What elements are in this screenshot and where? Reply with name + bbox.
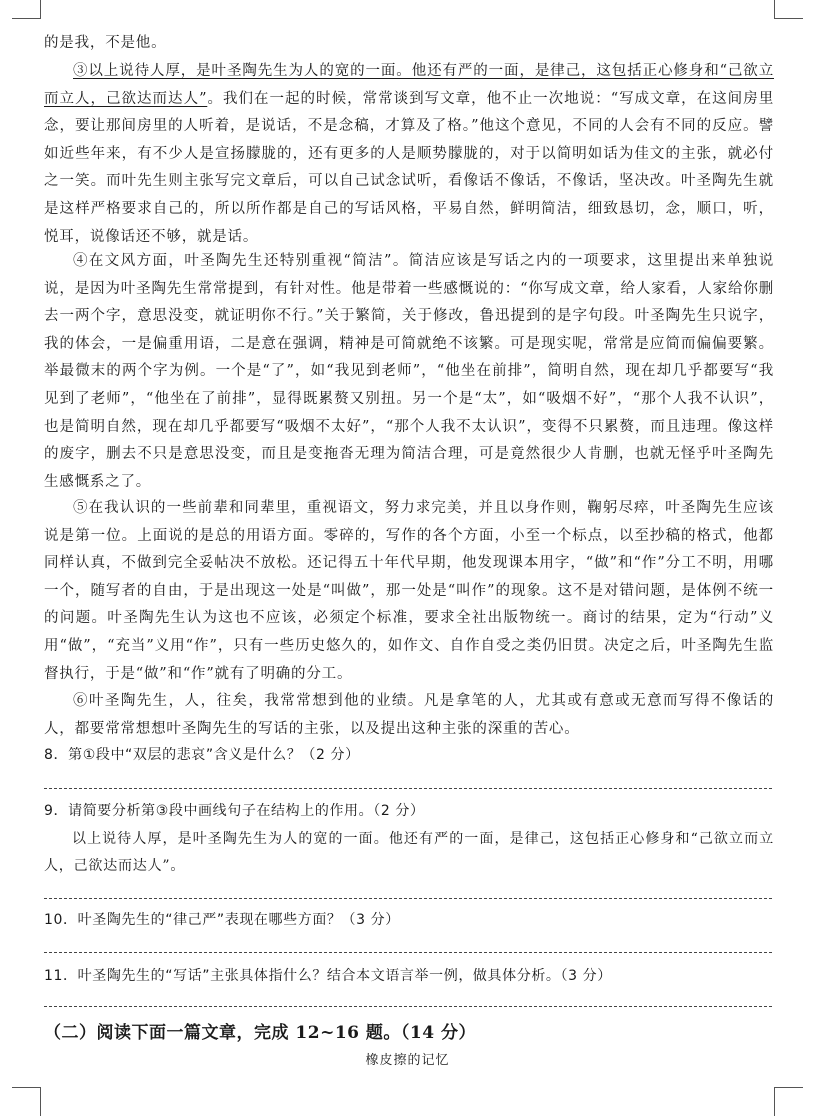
paragraph-3 <box>44 58 774 251</box>
underlined-sentence: ③以上说待人厚，是叶圣陶先生为人的宽的一面。他还有严的一面，是律己，这包括正心修身和“己欲立而立人，己欲达而达人” <box>44 63 774 107</box>
question-9-quote: 以上说待人厚，是叶圣陶先生为人的宽的一面。他还有严的一面，是律己，这包括正心修身和“己欲立而立人，己欲达而达人”。 <box>44 831 774 874</box>
paragraph-2-tail: 的是我，不是他。 <box>44 35 167 51</box>
crop-mark-bottom-right <box>774 1087 803 1116</box>
answer-line-8[interactable] <box>44 788 772 789</box>
paragraph-3-rest: 。我们在一起的时候，常常谈到写文章，他不止一次地说：“写成文章，在这间房里念，要让那间房里的人听着，是说话，不是念稿，才算及了格。”他这个意见，不同的人会有不同的反应。譬如近些年来，有不少人是宣扬朦胧的，还有更多的人是顺势朦胧的，对于以简明如话为佳文的主张，就必付之一笑。而叶先生则主张写完文章后，可以自己试念试听，看像话不像话，不像话，坚决改。叶圣陶先生就是这样严格要求自己的，所以所作都是自己的写话风格，平易自然，鲜明简洁，细致恳切，念，顺口，听，悦耳，说像话还不够，就是话。 <box>44 90 774 245</box>
answer-line-9[interactable] <box>44 898 772 899</box>
answer-line-11[interactable] <box>44 1006 772 1007</box>
paragraph-4: ④在文风方面，叶圣陶先生还特别重视“简洁”。简洁应该是写话之内的一项要求，这里提出来单独说说，是因为叶圣陶先生常常提到，有针对性。他是带着一些感慨说的：“你写成文章，给人家看，人家给你删去一两个字，意思没变，就证明你不行。”关于繁简，关于修改，鲁迅提到的是字句段。叶圣陶先生只说字，我的体会，一是偏重用语，二是意在强调，精神是可简就绝不该繁。可是现实呢，常常是应简而偏偏要繁。举最微末的两个字为例。一个是“了”，如“我见到老师”，“他坐在前排”，简明自然，现在却几乎都要写“我见到了老师”，“他坐在了前排”，显得既累赘又别扭。另一个是“太”，如“吸烟不好”，“那个人我不认识”，也是简明自然，现在却几乎都要写“吸烟不太好”，“那个人我不太认识”，变得不只累赘，而且违理。像这样的废字，删去不只是意思没变，而且是变拖沓无理为简洁合理，可是竟然很少人肯删，也就无怪乎叶圣陶先生感慨系之了。 <box>44 253 774 490</box>
paragraph-6: ⑥叶圣陶先生，人，往矣，我常常想到他的业绩。凡是拿笔的人，尤其或有意或无意而写得不像话的人，都要常常想想叶圣陶先生的写话的主张，以及提出这种主张的深重的苦心。 <box>44 693 774 737</box>
crop-mark-top-left <box>12 0 41 19</box>
question-11: 11．叶圣陶先生的“写话”主张具体指什么？结合本文语言举一例，做具体分析。（3 分） <box>44 968 612 984</box>
story-title: 橡皮擦的记忆 <box>365 1053 450 1068</box>
question-8: 8．第①段中“双层的悲哀”含义是什么？（2 分） <box>44 747 360 763</box>
answer-line-10[interactable] <box>44 952 772 953</box>
question-9: 9．请简要分析第③段中画线句子在结构上的作用。（2 分） <box>44 803 425 819</box>
section-heading: （二）阅读下面一篇文章，完成 12~16 题。（14 分） <box>44 1023 476 1043</box>
question-10: 10．叶圣陶先生的“律己严”表现在哪些方面？（3 分） <box>44 912 400 928</box>
crop-mark-bottom-left <box>12 1087 41 1116</box>
paragraph-5: ⑤在我认识的一些前辈和同辈里，重视语文，努力求完美，并且以身作则，鞠躬尽瘁，叶圣陶先生应该说是第一位。上面说的是总的用语方面。零碎的，写作的各个方面，小至一个标点，以至抄稿的格式，他都同样认真，不做到完全妥帖决不放松。还记得五十年代早期，他发现课本用字，“做”和“作”分工不明，用哪一个，随写者的自由，于是出现这一处是“叫做”，那一处是“叫作”的现象。这不是对错问题，是体例不统一的问题。叶圣陶先生认为这也不应该，必须定个标准，要求全社出版物统一。商讨的结果，定为“行动”义用“做”，“充当”义用“作”，只有一些历史悠久的，如作文、自作自受之类仍旧贯。决定之后，叶圣陶先生监督执行，于是“做”和“作”就有了明确的分工。 <box>44 500 774 682</box>
crop-mark-top-right <box>774 0 803 19</box>
